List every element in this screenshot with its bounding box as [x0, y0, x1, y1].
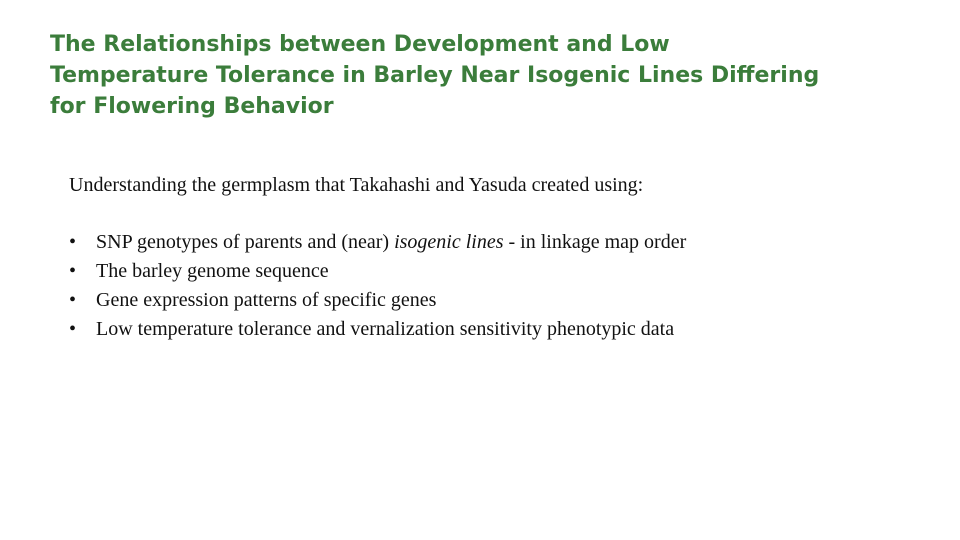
bullet-icon: • [69, 318, 77, 340]
bullet-item [69, 257, 686, 286]
bullet-item [69, 228, 686, 257]
bullet-item [69, 315, 686, 344]
bullet-text-italic: isogenic lines [394, 231, 504, 253]
bullet-text: Low temperature tolerance and vernalization sensitivity phenotypic data [96, 318, 675, 340]
title-line: for Flowering Behavior [50, 94, 334, 119]
bullet-text: The barley genome sequence [96, 260, 329, 282]
bullet-text: SNP genotypes of parents and (near) [96, 231, 395, 253]
bullet-icon: • [69, 289, 77, 311]
slide-title [50, 29, 850, 122]
bullet-text: Gene expression patterns of specific genes [96, 289, 437, 311]
bullet-text: - in linkage map order [503, 231, 687, 253]
title-line: Temperature Tolerance in Barley Near Isogenic Lines Differing [50, 63, 820, 88]
bullet-icon: • [69, 231, 77, 253]
title-line: The Relationships between Development and Low [50, 32, 670, 57]
intro-text: Understanding the germplasm that Takahashi and Yasuda created using: [69, 174, 644, 196]
bullet-list [69, 228, 686, 344]
bullet-item [69, 286, 686, 315]
bullet-icon: • [69, 260, 77, 282]
